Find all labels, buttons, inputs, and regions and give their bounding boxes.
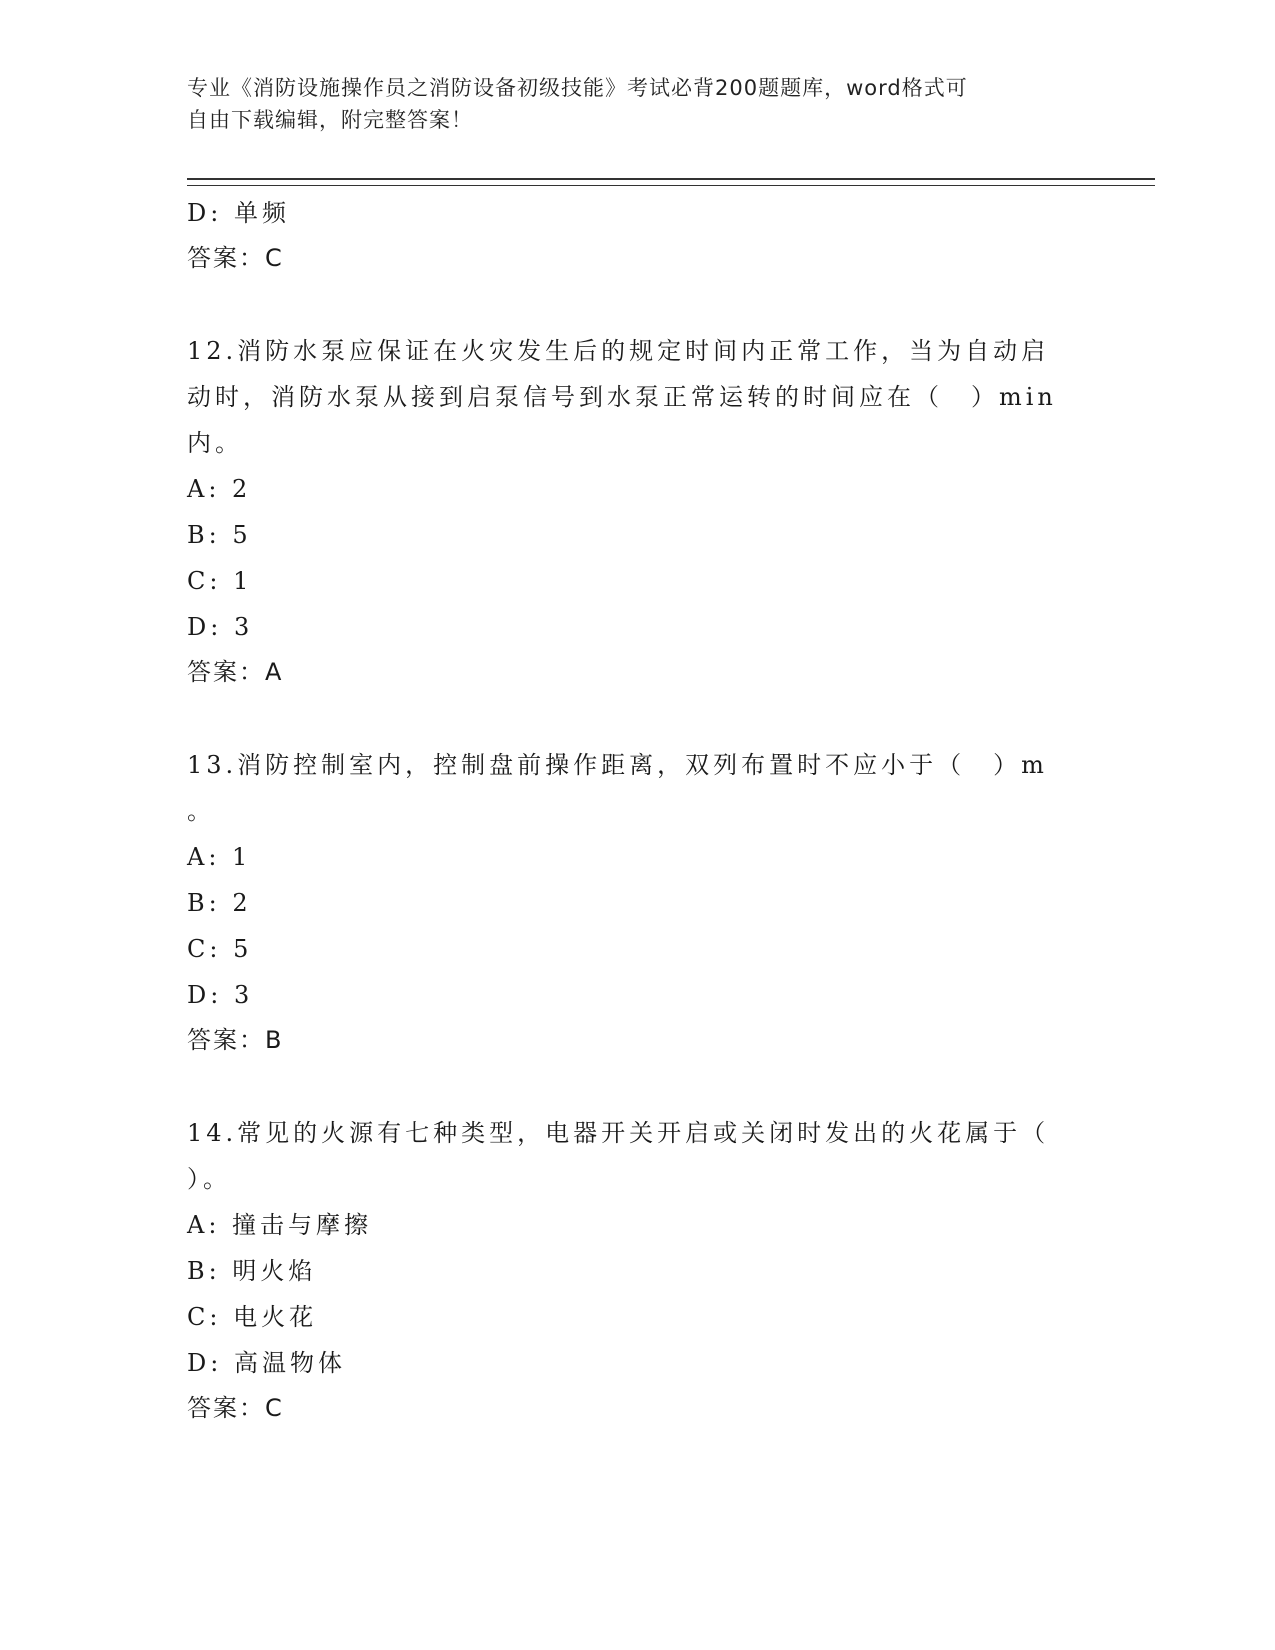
option-a: A: 1 xyxy=(187,843,252,871)
question-text xyxy=(187,328,1087,466)
option-c: C: 电火花 xyxy=(187,1303,318,1331)
option-d: D: 单频 xyxy=(187,199,290,227)
question-text-line: 13.消防控制室内，控制盘前操作距离，双列布置时不应小于（ ）m xyxy=(187,751,1048,779)
answer: 答案：B xyxy=(187,1026,284,1054)
option-a: A: 撞击与摩擦 xyxy=(187,1211,373,1239)
question-text-line: 动时，消防水泵从接到启泵信号到水泵正常运转的时间应在（ ）min xyxy=(187,383,1057,411)
question-text-line: 内。 xyxy=(187,429,243,457)
question-text-line: 14.常见的火源有七种类型，电器开关开启或关闭时发出的火花属于（ xyxy=(187,1119,1050,1147)
question-text xyxy=(187,742,1087,834)
question-text-line: 。 xyxy=(187,797,215,825)
option-d: D: 高温物体 xyxy=(187,1349,346,1377)
answer: 答案：C xyxy=(187,244,284,272)
question-13 xyxy=(187,742,1087,1062)
option-d: D: 3 xyxy=(187,613,254,641)
question-12 xyxy=(187,328,1087,694)
option-c: C: 1 xyxy=(187,567,253,595)
answer: 答案：A xyxy=(187,658,284,686)
header-title-line-2: 自由下载编辑，附完整答案！ xyxy=(187,108,473,132)
question-text xyxy=(187,1110,1087,1202)
answer: 答案：C xyxy=(187,1394,284,1422)
question-text-line: 12.消防水泵应保证在火灾发生后的规定时间内正常工作，当为自动启 xyxy=(187,337,1050,365)
option-b: B: 2 xyxy=(187,889,252,917)
option-b: B: 5 xyxy=(187,521,252,549)
option-b: B: 明火焰 xyxy=(187,1257,317,1285)
question-11-tail xyxy=(187,190,1087,280)
question-text-line: ）。 xyxy=(187,1165,231,1193)
header-title-line-1: 专业《消防设施操作员之消防设备初级技能》考试必背200题题库，word格式可 xyxy=(187,76,968,100)
question-list xyxy=(187,190,1087,1478)
option-a: A: 2 xyxy=(187,475,252,503)
option-d: D: 3 xyxy=(187,981,254,1009)
option-c: C: 5 xyxy=(187,935,253,963)
question-14 xyxy=(187,1110,1087,1430)
header-divider xyxy=(187,178,1155,186)
document-header xyxy=(187,72,1087,136)
